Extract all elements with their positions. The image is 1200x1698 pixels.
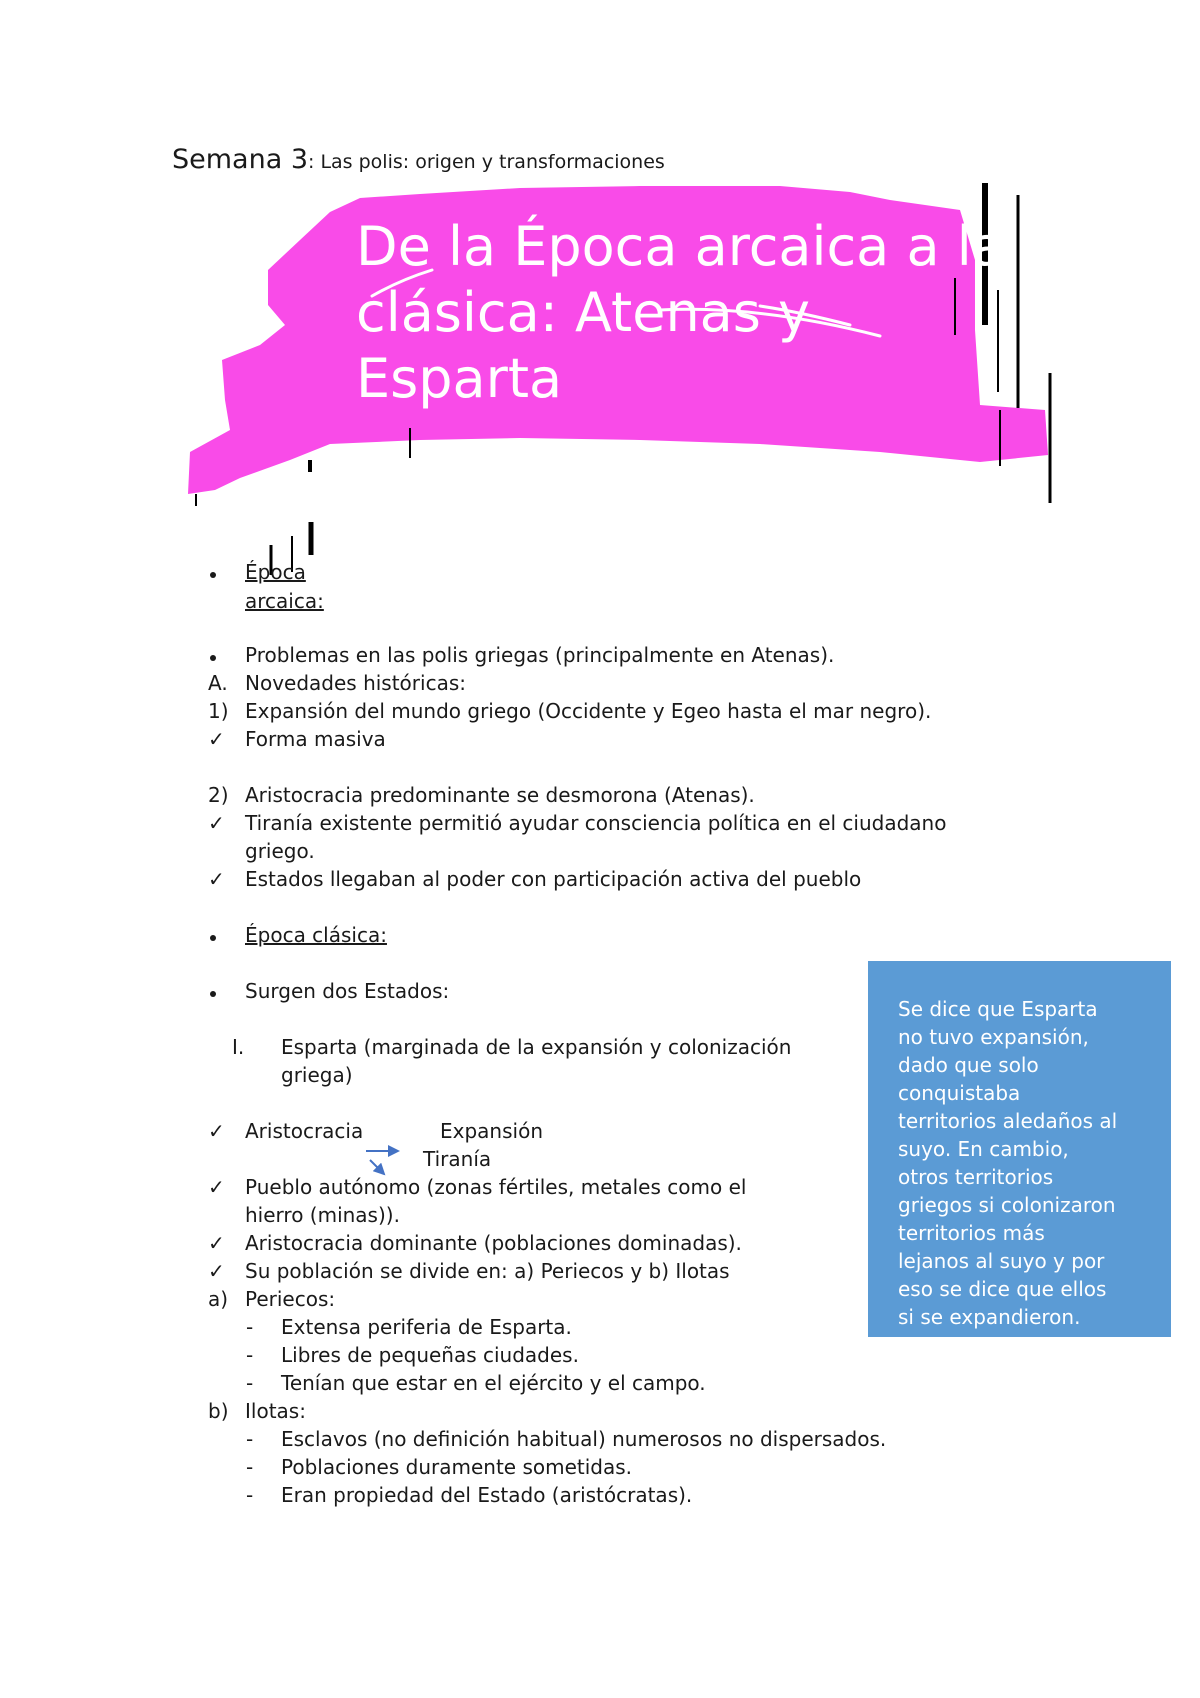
list-item: Problemas en las polis griegas (principalmente en Atenas). [245,643,835,667]
bullet-dot [210,991,216,997]
list-item: Expansión del mundo griego (Occidente y Egeo hasta el mar negro). [245,699,932,723]
dash-marker: - [246,1455,254,1479]
side-note-line: Se dice que Esparta [898,997,1098,1021]
list-item: Libres de pequeñas ciudades. [281,1343,579,1367]
side-note-line: eso se dice que ellos [898,1277,1107,1301]
side-note-line: conquistaba [898,1081,1021,1105]
list-item: Poblaciones duramente sometidas. [281,1455,633,1479]
list-item: Aristocracia [245,1119,364,1143]
list-item: Periecos: [245,1287,336,1311]
list-item: Eran propiedad del Estado (aristócratas). [281,1483,693,1507]
list-item: Forma masiva [245,727,386,751]
list-marker: a) [208,1287,229,1311]
side-note-line: territorios más [898,1221,1045,1245]
week-subtitle: : Las polis: origen y transformaciones [308,151,665,173]
list-marker: b) [208,1399,229,1423]
list-item: Tiranía existente permitió ayudar consciencia política en el ciudadano [245,811,947,835]
bullet-dot [210,655,216,661]
list-item: Aristocracia predominante se desmorona (Atenas). [245,783,755,807]
list-marker: I. [232,1035,245,1059]
tirania-label: Tiranía [423,1147,492,1171]
banner-title [356,214,1005,412]
check-icon: ✓ [208,1231,225,1255]
list-item: Esclavos (no definición habitual) numerosos no dispersados. [281,1427,887,1451]
side-note-line: otros territorios [898,1165,1054,1189]
side-note-line: territorios aledaños al [898,1109,1118,1133]
week-label: Semana 3 [172,144,309,175]
list-marker: 2) [208,783,229,807]
list-item: Esparta (marginada de la expansión y colonización [281,1035,792,1059]
dash-marker: - [246,1343,254,1367]
bullet-dot [210,572,216,578]
list-item: Su población se divide en: a) Periecos y b) Ilotas [245,1259,730,1283]
list-item: Novedades históricas: [245,671,466,695]
list-item: hierro (minas)). [245,1203,400,1227]
list-item: Tenían que estar en el ejército y el campo. [281,1371,706,1395]
side-note-line: griegos si colonizaron [898,1193,1116,1217]
section-title-arcaica: Época [245,560,306,584]
list-marker: 1) [208,699,229,723]
list-item: Ilotas: [245,1399,306,1423]
expansion-label: Expansión [440,1119,543,1143]
dash-marker: - [246,1483,254,1507]
dash-marker: - [246,1371,254,1395]
check-icon: ✓ [208,867,225,891]
list-item: Surgen dos Estados: [245,979,450,1003]
side-note-line: si se expandieron. [898,1305,1081,1329]
dash-marker: - [246,1427,254,1451]
check-icon: ✓ [208,811,225,835]
dash-marker: - [246,1315,254,1339]
banner-title-line: De la Época arcaica a la [356,215,1005,278]
check-icon: ✓ [208,1119,225,1143]
check-icon: ✓ [208,1259,225,1283]
side-note-line: dado que solo [898,1053,1039,1077]
banner-title-line: clásica: Atenas y [356,281,811,344]
list-item: Extensa periferia de Esparta. [281,1315,572,1339]
check-icon: ✓ [208,1175,225,1199]
side-note-line: lejanos al suyo y por [898,1249,1105,1273]
section-title-arcaica: arcaica: [245,589,324,613]
banner-title-line: Esparta [356,347,563,410]
list-item: Pueblo autónomo (zonas fértiles, metales como el [245,1175,747,1199]
bullet-dot [210,935,216,941]
list-item: griego. [245,839,315,863]
list-item: griega) [281,1063,353,1087]
list-item: Aristocracia dominante (poblaciones dominadas). [245,1231,742,1255]
list-item: Estados llegaban al poder con participación activa del pueblo [245,867,862,891]
section-title-clasica: Época clásica: [245,923,387,947]
list-marker: A. [208,671,228,695]
side-note-line: no tuvo expansión, [898,1025,1089,1049]
side-note-line: suyo. En cambio, [898,1137,1069,1161]
side-note-box [868,961,1171,1337]
check-icon: ✓ [208,727,225,751]
